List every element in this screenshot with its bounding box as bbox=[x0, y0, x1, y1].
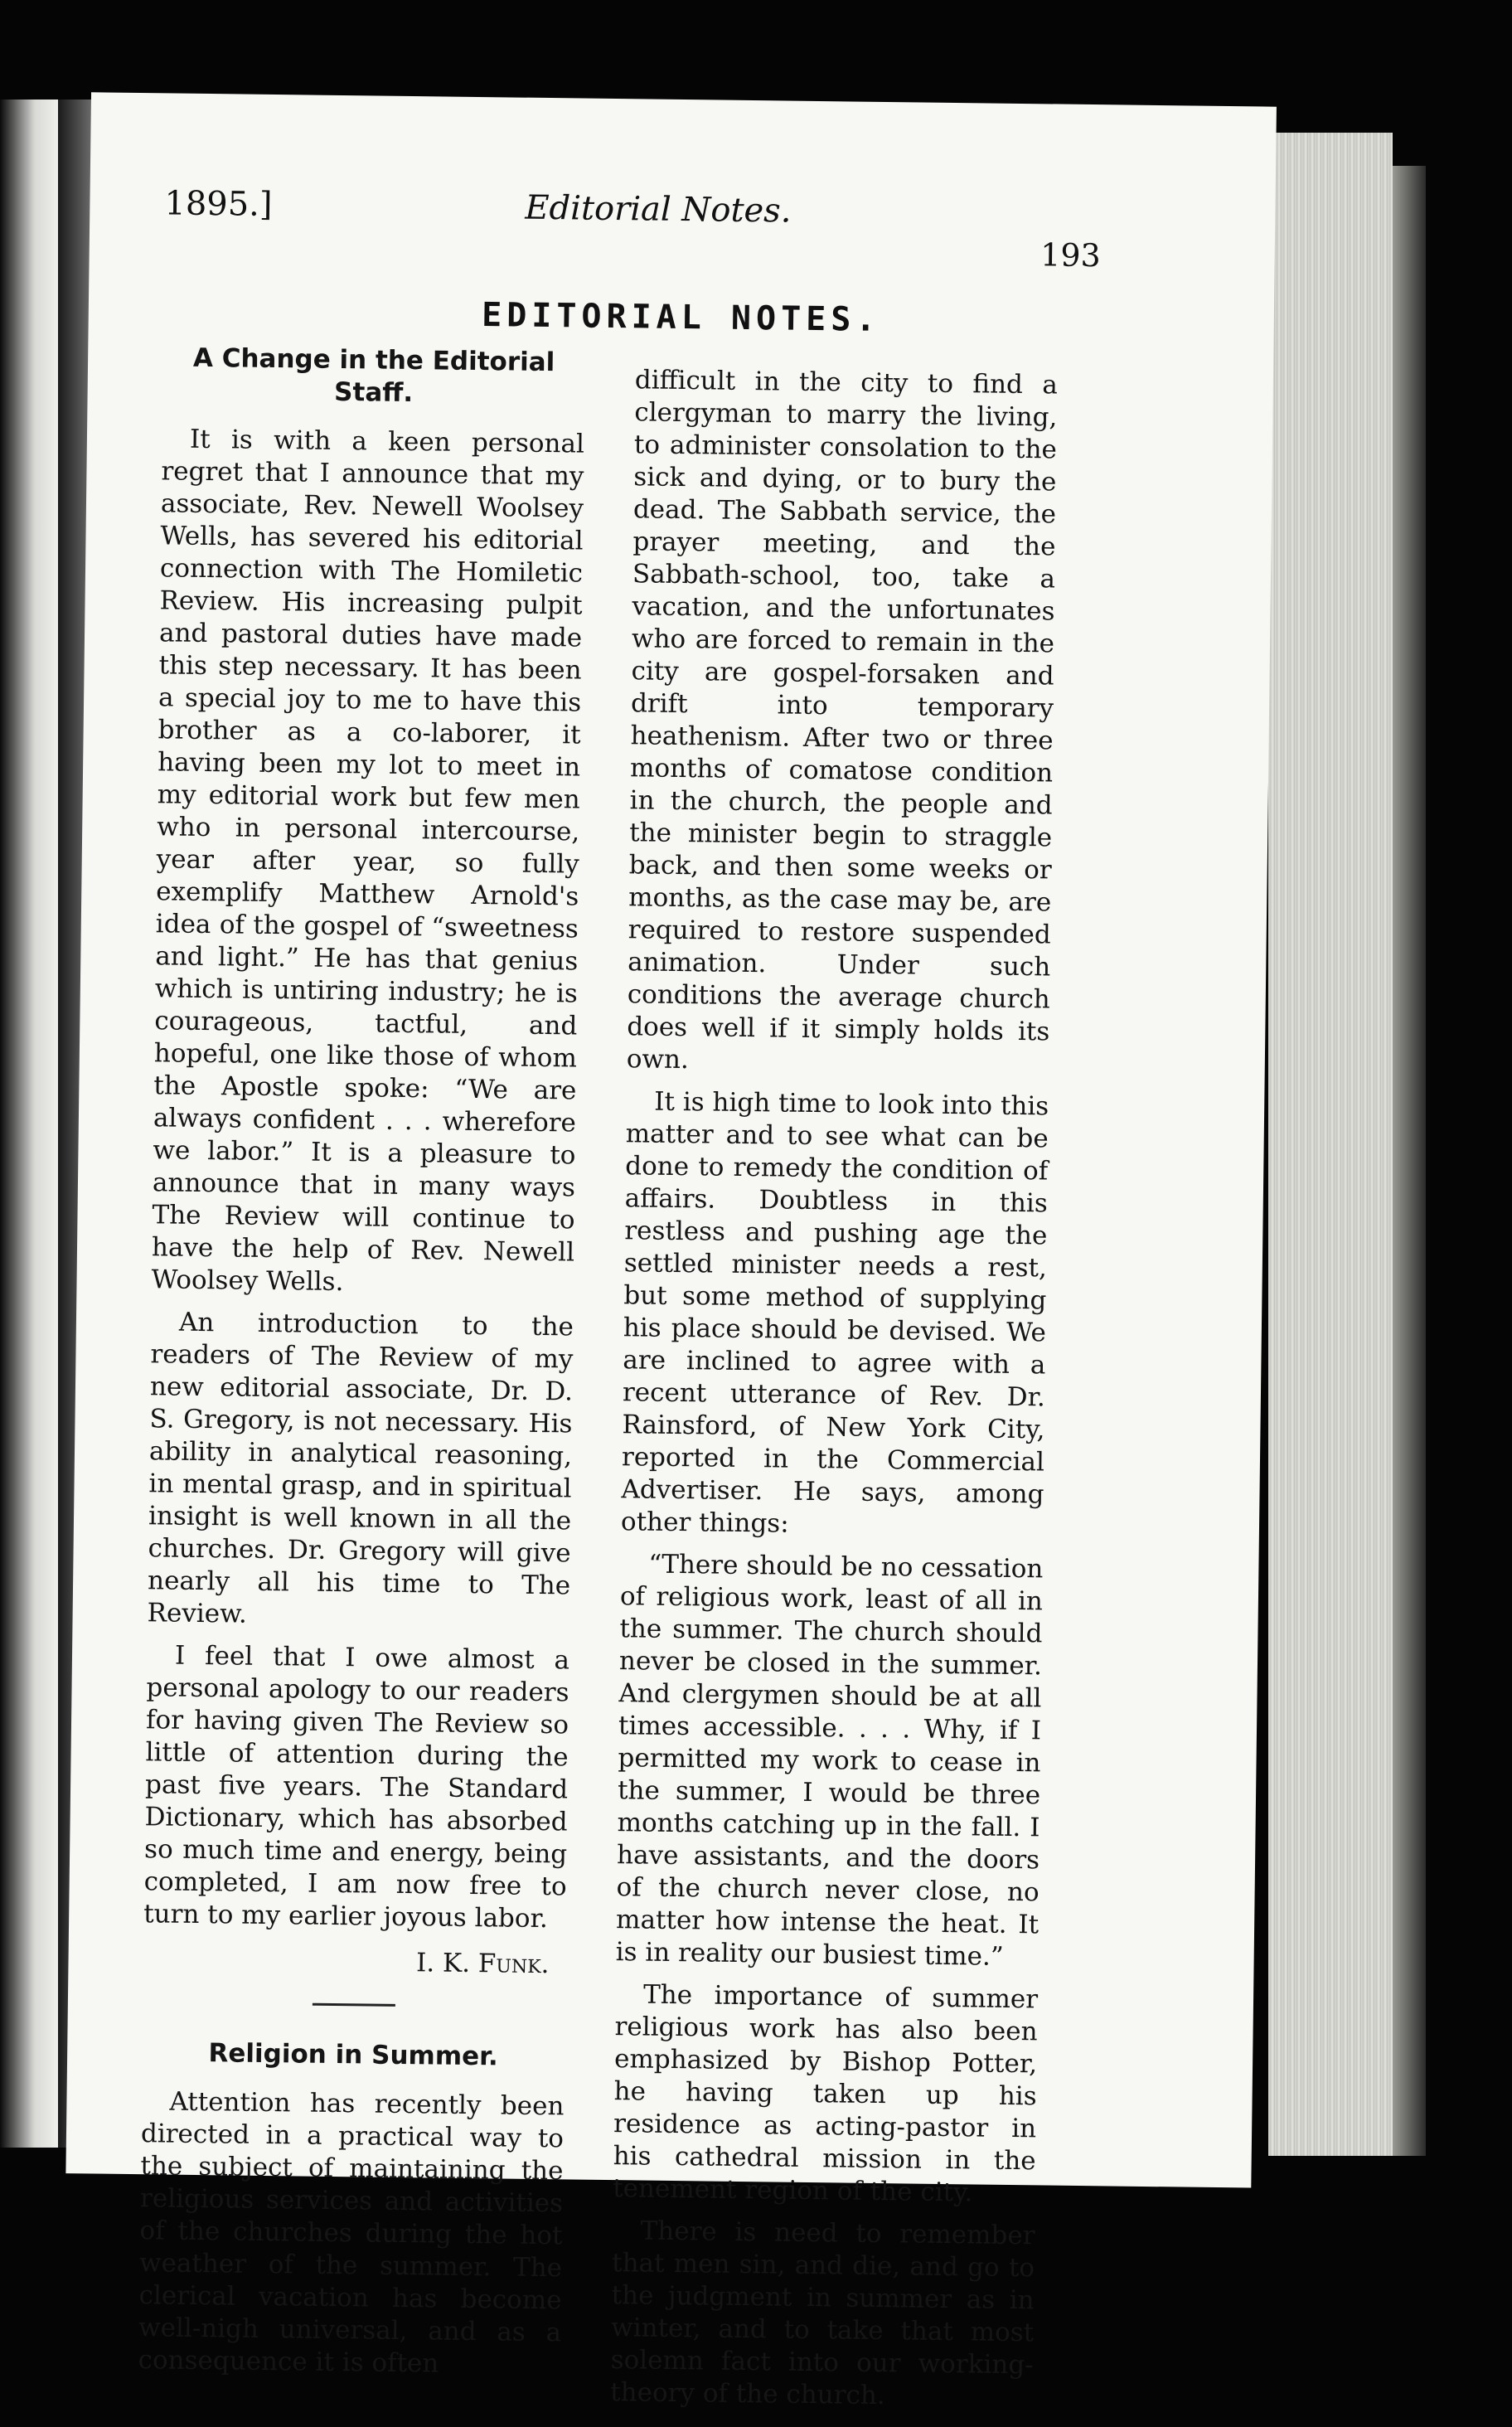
paragraph: An introduction to the readers of The Review of my new editorial associate, Dr. D. S. Gregory, is not necessary. His ability in analytical reasoning, in mental grasp, and in spiritual insight is well known in all the churches. Dr. Gregory will give nearly all his time to The Review. bbox=[147, 1307, 574, 1629]
page-number: 193 bbox=[1040, 236, 1102, 274]
section-title: EDITORIAL NOTES. bbox=[481, 296, 881, 339]
paragraph-continued: difficult in the city to find a clergyman to marry the living, to administer consolation to the sick and dying, or to bury the dead. The Sabbath service, the prayer meeting, and the Sabbath-school, too, take a vacation, and the unfortunates who are forced to remain in the city are gospel-forsaken and drift into temporary heathenism. After two or three months of comatose condition in the church, the people and the minister begin to straggle back, and then some weeks or months, as the case may be, are required to restore suspended animation. Under such conditions the average church does well if it simply holds its own. bbox=[626, 365, 1059, 1075]
left-column bbox=[138, 342, 585, 2391]
quotation: “There should be no cessation of religious work, least of all in the summer. The church should never be closed in the summer. And clergymen should be at all times accessible. . . . Why, if I permitted my work to cease in the summer, I would be three months catching up in the fall. I have assistants, and the doors of the church never close, no matter how intense the heat. It is in reality our busiest time.” bbox=[615, 1549, 1044, 1972]
facing-page-edge bbox=[0, 100, 58, 2148]
section-divider bbox=[313, 2003, 395, 2007]
book-page bbox=[65, 92, 1277, 2411]
article-heading-religion-summer: Religion in Summer. bbox=[208, 2038, 499, 2072]
page-stack-edge bbox=[1268, 133, 1393, 2156]
running-head-title: Editorial Notes. bbox=[525, 188, 792, 231]
article-heading-staff-change: A Change in the Editorial Staff. bbox=[192, 342, 555, 409]
running-head-year: 1895.] bbox=[164, 184, 273, 224]
paragraph: Attention has recently been directed in a practical way to the subject of maintaining the religious services and activities of the churches during the hot weather of the summer. The clerical vacation has become well-nigh universal, and as a consequence it is often bbox=[138, 2086, 565, 2379]
paragraph: There is need to remember that men sin, and die, and go to the judgment in summer as in winter, and to take that most solemn fact into our working-theory of the church. bbox=[609, 2216, 1035, 2411]
paragraph: It is high time to look into this matter and to see what can be done to remedy the condition of affairs. Doubtless in this restless and pushing age the settled minister needs a rest, but some method of supplying his place should be devised. We are inclined to agree with a recent utterance of Rev. Dr. Rainsford, of New York City, reported in the Commercial Advertiser. He says, among other things: bbox=[620, 1086, 1049, 1539]
paragraph: The importance of summer religious work has also been emphasized by Bishop Potter, he having taken up his residence as acting-pastor in his cathedral mission in the tenement region of the city. bbox=[612, 1979, 1039, 2208]
book-cover-edge bbox=[1393, 166, 1426, 2156]
paragraph: It is with a keen personal regret that I announce that my associate, Rev. Newell Woolsey Wells, has severed his editorial connection with The Homiletic Review. His increasing pulpit and pastoral duties have made this step necessary. It has been a special joy to me to have this brother as a co-laborer, it having been my lot to meet in my editorial work but few men who in personal intercourse, year after year, so fully exemplify Matthew Arnold's idea of the gospel of “sweetness and light.” He has that genius which is untiring industry; he is courageous, tactful, and hopeful, one like those of whom the Apostle spoke: “We are always confident . . . wherefore we labor.” It is a pleasure to announce that in many ways The Review will continue to have the help of Rev. Newell Woolsey Wells. bbox=[151, 424, 585, 1298]
signature: I. K. Funk. bbox=[415, 1948, 550, 1980]
right-column bbox=[610, 364, 1058, 2424]
paragraph: I feel that I owe almost a personal apology to our readers for having given The Review so little of attention during the past five years. The Standard Dictionary, which has absorbed so much time and energy, being completed, I am now free to turn to my earlier joyous labor. bbox=[143, 1640, 570, 1934]
